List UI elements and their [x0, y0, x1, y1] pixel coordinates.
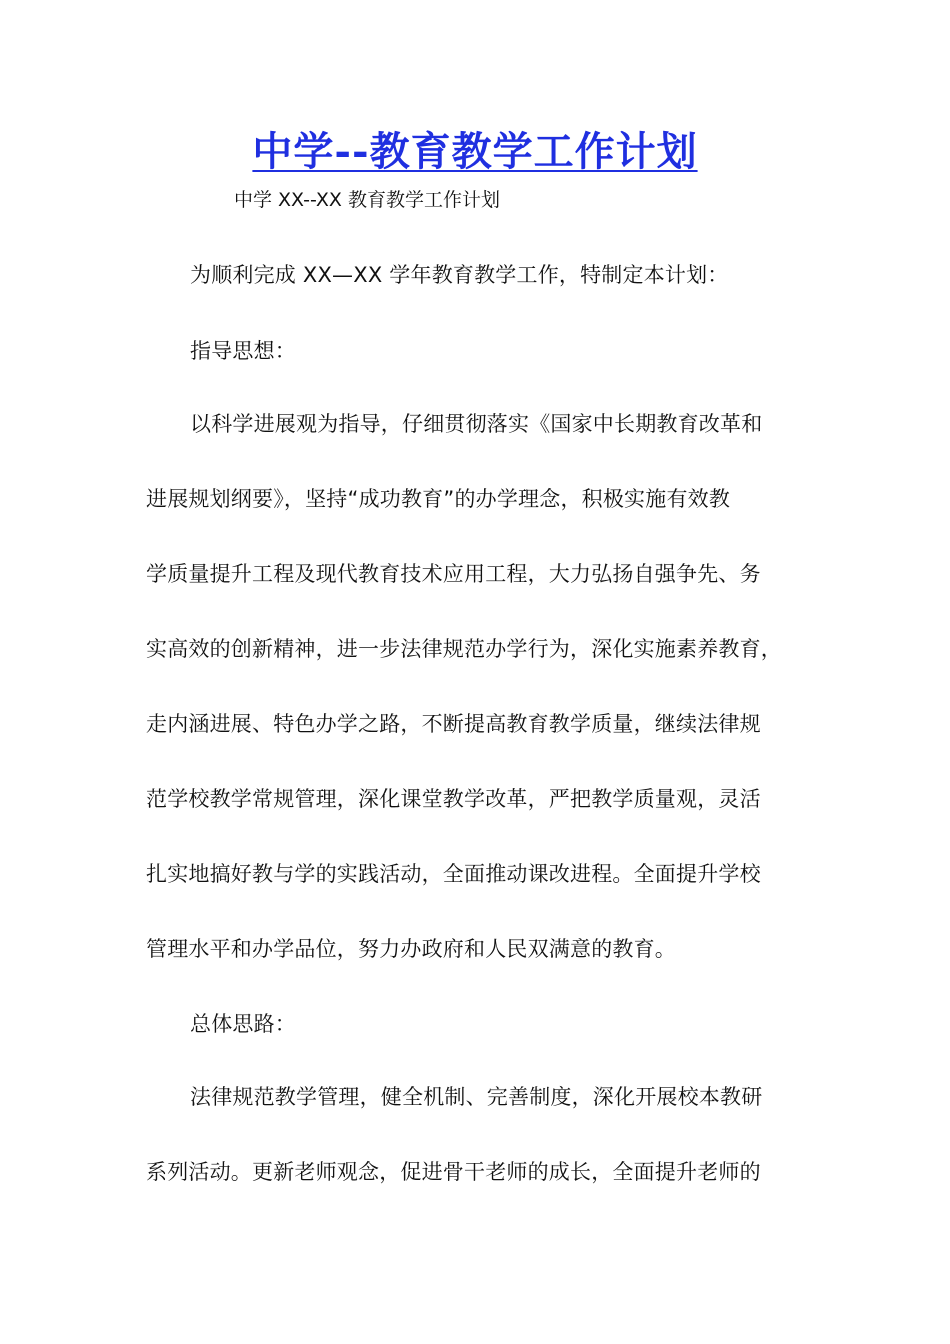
section-heading-guiding-ideology: 指导思想：	[190, 339, 296, 363]
title-link[interactable]: 中学--教育教学工作计划	[252, 128, 698, 175]
paragraph-line: 扎实地搞好教与学的实践活动，全面推动课改进程。全面提升学校	[146, 862, 761, 886]
intro-paragraph-line: 为顺利完成 XX—XX 学年教育教学工作，特制定本计划：	[190, 263, 729, 287]
document-subtitle: 中学 XX--XX 教育教学工作计划	[234, 189, 500, 211]
document-title	[0, 124, 950, 180]
paragraph-line: 范学校教学常规管理，深化课堂教学改革，严把教学质量观，灵活	[146, 787, 761, 811]
paragraph-line: 走内涵进展、特色办学之路，不断提高教育教学质量，继续法律规	[146, 712, 761, 736]
paragraph-line: 学质量提升工程及现代教育技术应用工程，大力弘扬自强争先、务	[146, 562, 761, 586]
paragraph-line: 实高效的创新精神，进一步法律规范办学行为，深化实施素养教育，	[146, 637, 782, 661]
section-heading-overall-approach: 总体思路：	[190, 1012, 296, 1036]
paragraph-line: 管理水平和办学品位，努力办政府和人民双满意的教育。	[146, 937, 676, 961]
paragraph-line: 进展规划纲要》，坚持“成功教育”的办学理念，积极实施有效教	[146, 487, 731, 511]
paragraph-line: 法律规范教学管理，健全机制、完善制度，深化开展校本教研	[190, 1085, 763, 1109]
paragraph-line: 系列活动。更新老师观念，促进骨干老师的成长，全面提升老师的	[146, 1160, 761, 1184]
paragraph-line: 以科学进展观为指导，仔细贯彻落实《国家中长期教育改革和	[190, 412, 763, 436]
